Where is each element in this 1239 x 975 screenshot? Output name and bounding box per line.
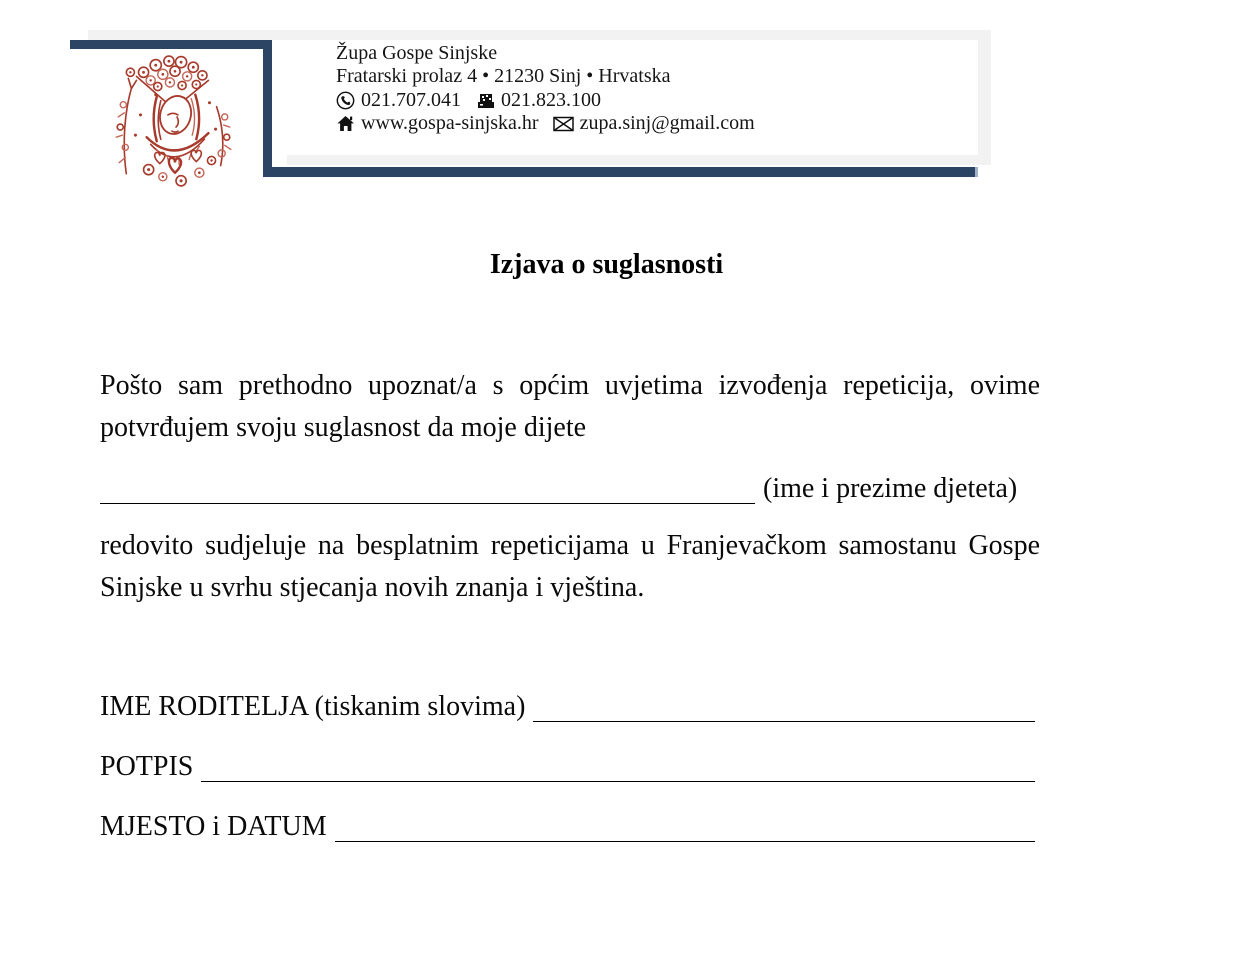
parent-name-field[interactable] [533, 689, 1035, 722]
letterhead-rule-top-left [70, 40, 272, 49]
place-date-row [100, 809, 1035, 845]
parent-name-row [100, 689, 1035, 725]
place-date-field[interactable] [335, 809, 1035, 842]
org-address: Fratarski prolaz 4 • 21230 Sinj • Hrvatska [336, 65, 671, 88]
email-text: zupa.sinj@gmail.com [579, 112, 755, 135]
child-name-field[interactable] [100, 471, 755, 504]
letterhead-rule-vertical [263, 40, 272, 177]
envelope-icon [553, 116, 574, 132]
signature-row [100, 749, 1035, 785]
signature-field[interactable] [201, 749, 1035, 782]
phone-number: 021.707.041 [361, 88, 461, 111]
website-text: www.gospa-sinjska.hr [361, 112, 539, 135]
fax-number: 021.823.100 [501, 88, 601, 111]
signature-label: POTPIS [100, 751, 194, 782]
place-date-label: MJESTO i DATUM [100, 811, 327, 842]
letterhead-shadow-bottom [287, 155, 991, 165]
fax-icon [477, 93, 495, 109]
org-name: Župa Gospe Sinjske [336, 42, 498, 64]
parish-logo-madonna-image [108, 52, 242, 194]
child-name-row [100, 471, 1040, 507]
document-title: Izjava o suglasnosti [489, 249, 724, 280]
phone-circle-icon [336, 91, 355, 110]
letterhead-shadow-right [978, 30, 991, 165]
home-icon [336, 115, 355, 132]
letterhead-rule-bottom [263, 167, 978, 177]
parent-name-label: IME RODITELJA (tiskanim slovima) [100, 691, 526, 722]
paragraph-outro: redovito sudjeluje na besplatnim repeticijama u Franjevačkom samostanu Gospe Sinjske u svrhu stjecanja novih znanja i vještina. [100, 530, 1040, 603]
child-name-caption: (ime i prezime djeteta) [763, 473, 1018, 504]
letterhead-shadow-top [88, 30, 991, 40]
letterhead-contact-block [336, 42, 755, 136]
paragraph-intro: Pošto sam prethodno upoznat/a s općim uvjetima izvođenja repeticija, ovime potvrđujem svoju suglasnost da moje dijete [100, 370, 1040, 443]
